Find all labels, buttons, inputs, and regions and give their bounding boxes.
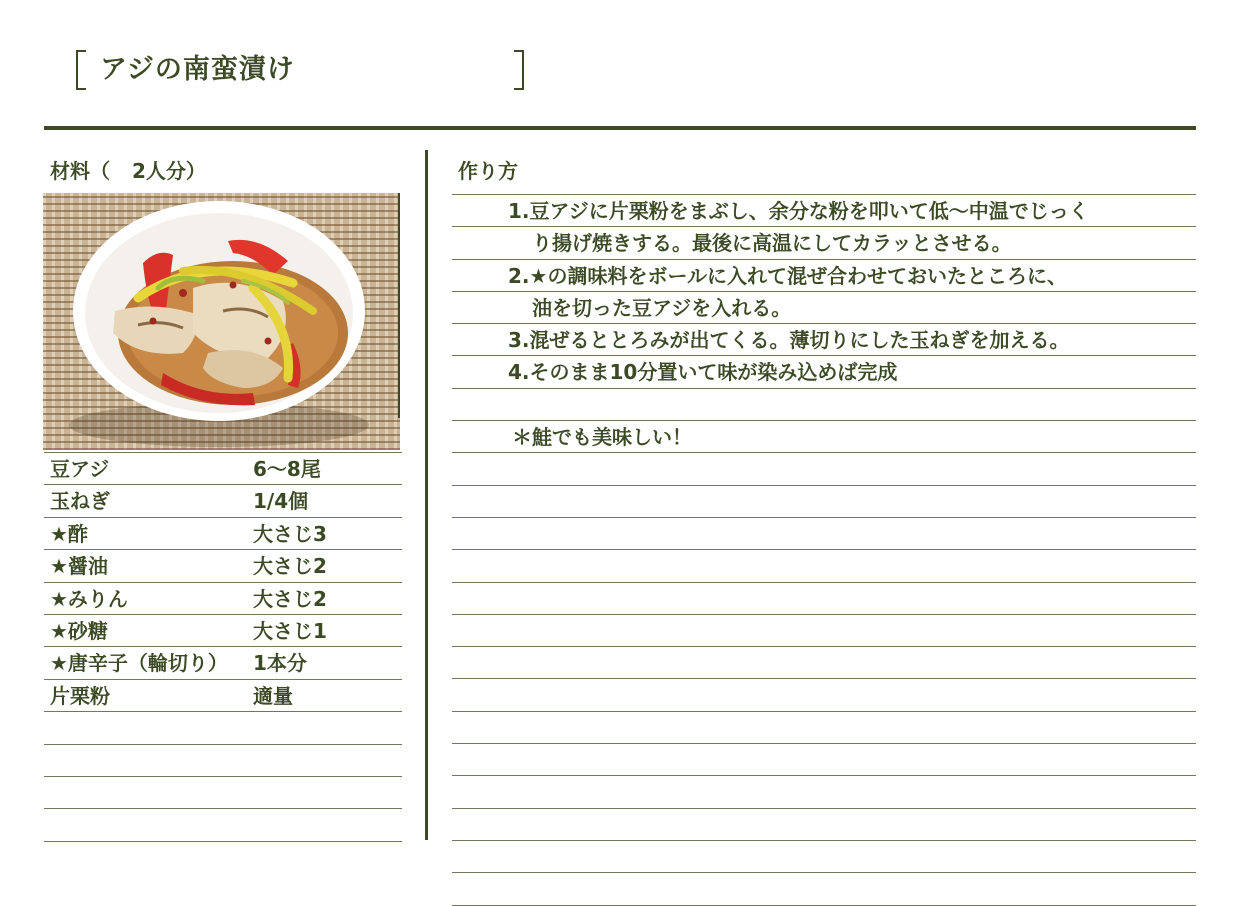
steps-list xyxy=(452,194,1196,906)
step-text: 2.★の調味料をボールに入れて混ぜ合わせておいたところに、 xyxy=(508,263,1068,288)
ingredient-qty: 適量 xyxy=(253,683,293,708)
dish-illustration xyxy=(43,193,400,450)
title-bracket-right xyxy=(514,50,524,90)
ingredient-row xyxy=(44,518,402,550)
ingredient-qty: 1/4個 xyxy=(253,489,309,514)
ingredient-row xyxy=(44,647,402,679)
ingredient-row xyxy=(44,583,402,615)
step-line xyxy=(452,260,1196,292)
ingredient-row xyxy=(44,453,402,485)
step-text: 1.豆アジに片栗粉をまぶし、余分な粉を叩いて低〜中温でじっく xyxy=(508,199,1089,223)
ingredients-list xyxy=(44,452,402,842)
blank-step-line xyxy=(452,873,1196,905)
step-line xyxy=(452,389,1196,421)
blank-step-line xyxy=(452,550,1196,582)
step-note-text: ＊鮭でも美味しい！ xyxy=(512,425,692,450)
steps-header: 作り方 xyxy=(458,159,518,183)
servings-label: 2人分） xyxy=(132,159,206,183)
step-note xyxy=(452,421,1196,453)
step-text: 4.そのまま10分置いて味が染み込めば完成 xyxy=(508,360,898,385)
ingredient-name: 片栗粉 xyxy=(50,683,110,708)
title-bracket-left xyxy=(76,50,86,90)
blank-step-line xyxy=(452,712,1196,744)
photo-edge-line xyxy=(398,193,400,418)
recipe-title: アジの南蛮漬け xyxy=(100,54,295,85)
ingredient-name: ★唐辛子（輪切り） xyxy=(50,651,228,676)
ingredient-name: 豆アジ xyxy=(50,457,110,481)
ingredient-row xyxy=(44,615,402,647)
ingredient-row xyxy=(44,680,402,712)
ingredients-header xyxy=(50,156,206,186)
step-text: 油を切った豆アジを入れる。 xyxy=(532,295,792,320)
blank-ingredient-row xyxy=(44,809,402,841)
ingredient-qty: 大さじ2 xyxy=(253,586,327,611)
ingredients-label: 材料（ xyxy=(50,159,110,183)
ingredient-row xyxy=(44,485,402,517)
ingredient-name: ★砂糖 xyxy=(50,618,108,643)
blank-step-line xyxy=(452,647,1196,679)
ingredient-qty: 6〜8尾 xyxy=(253,457,321,481)
column-divider xyxy=(425,150,428,840)
step-line xyxy=(452,292,1196,324)
ingredient-name: 玉ねぎ xyxy=(50,489,110,514)
ingredient-name: ★みりん xyxy=(50,586,128,611)
ingredient-qty: 1本分 xyxy=(253,651,307,676)
step-line xyxy=(452,195,1196,227)
blank-step-line xyxy=(452,486,1196,518)
step-line xyxy=(452,227,1196,259)
ingredient-qty: 大さじ2 xyxy=(253,554,327,579)
blank-step-line xyxy=(452,583,1196,615)
ingredient-name: ★醤油 xyxy=(50,554,108,579)
dish-photo xyxy=(43,193,400,450)
ingredient-qty: 大さじ1 xyxy=(253,618,327,643)
blank-ingredient-row xyxy=(44,777,402,809)
blank-step-line xyxy=(452,518,1196,550)
blank-step-line xyxy=(452,744,1196,776)
blank-step-line xyxy=(452,679,1196,711)
step-line xyxy=(452,356,1196,388)
step-line xyxy=(452,324,1196,356)
blank-step-line xyxy=(452,776,1196,808)
blank-step-line xyxy=(452,453,1196,485)
blank-ingredient-row xyxy=(44,745,402,777)
ingredient-row xyxy=(44,550,402,582)
blank-ingredient-row xyxy=(44,712,402,744)
step-text: り揚げ焼きする。最後に高温にしてカラッとさせる。 xyxy=(532,231,1012,256)
blank-step-line xyxy=(452,809,1196,841)
blank-step-line xyxy=(452,615,1196,647)
ingredient-qty: 大さじ3 xyxy=(253,521,327,546)
ingredient-name: ★酢 xyxy=(50,521,88,546)
step-text: 3.混ぜるととろみが出てくる。薄切りにした玉ねぎを加える。 xyxy=(508,328,1070,353)
header-rule xyxy=(44,126,1196,130)
